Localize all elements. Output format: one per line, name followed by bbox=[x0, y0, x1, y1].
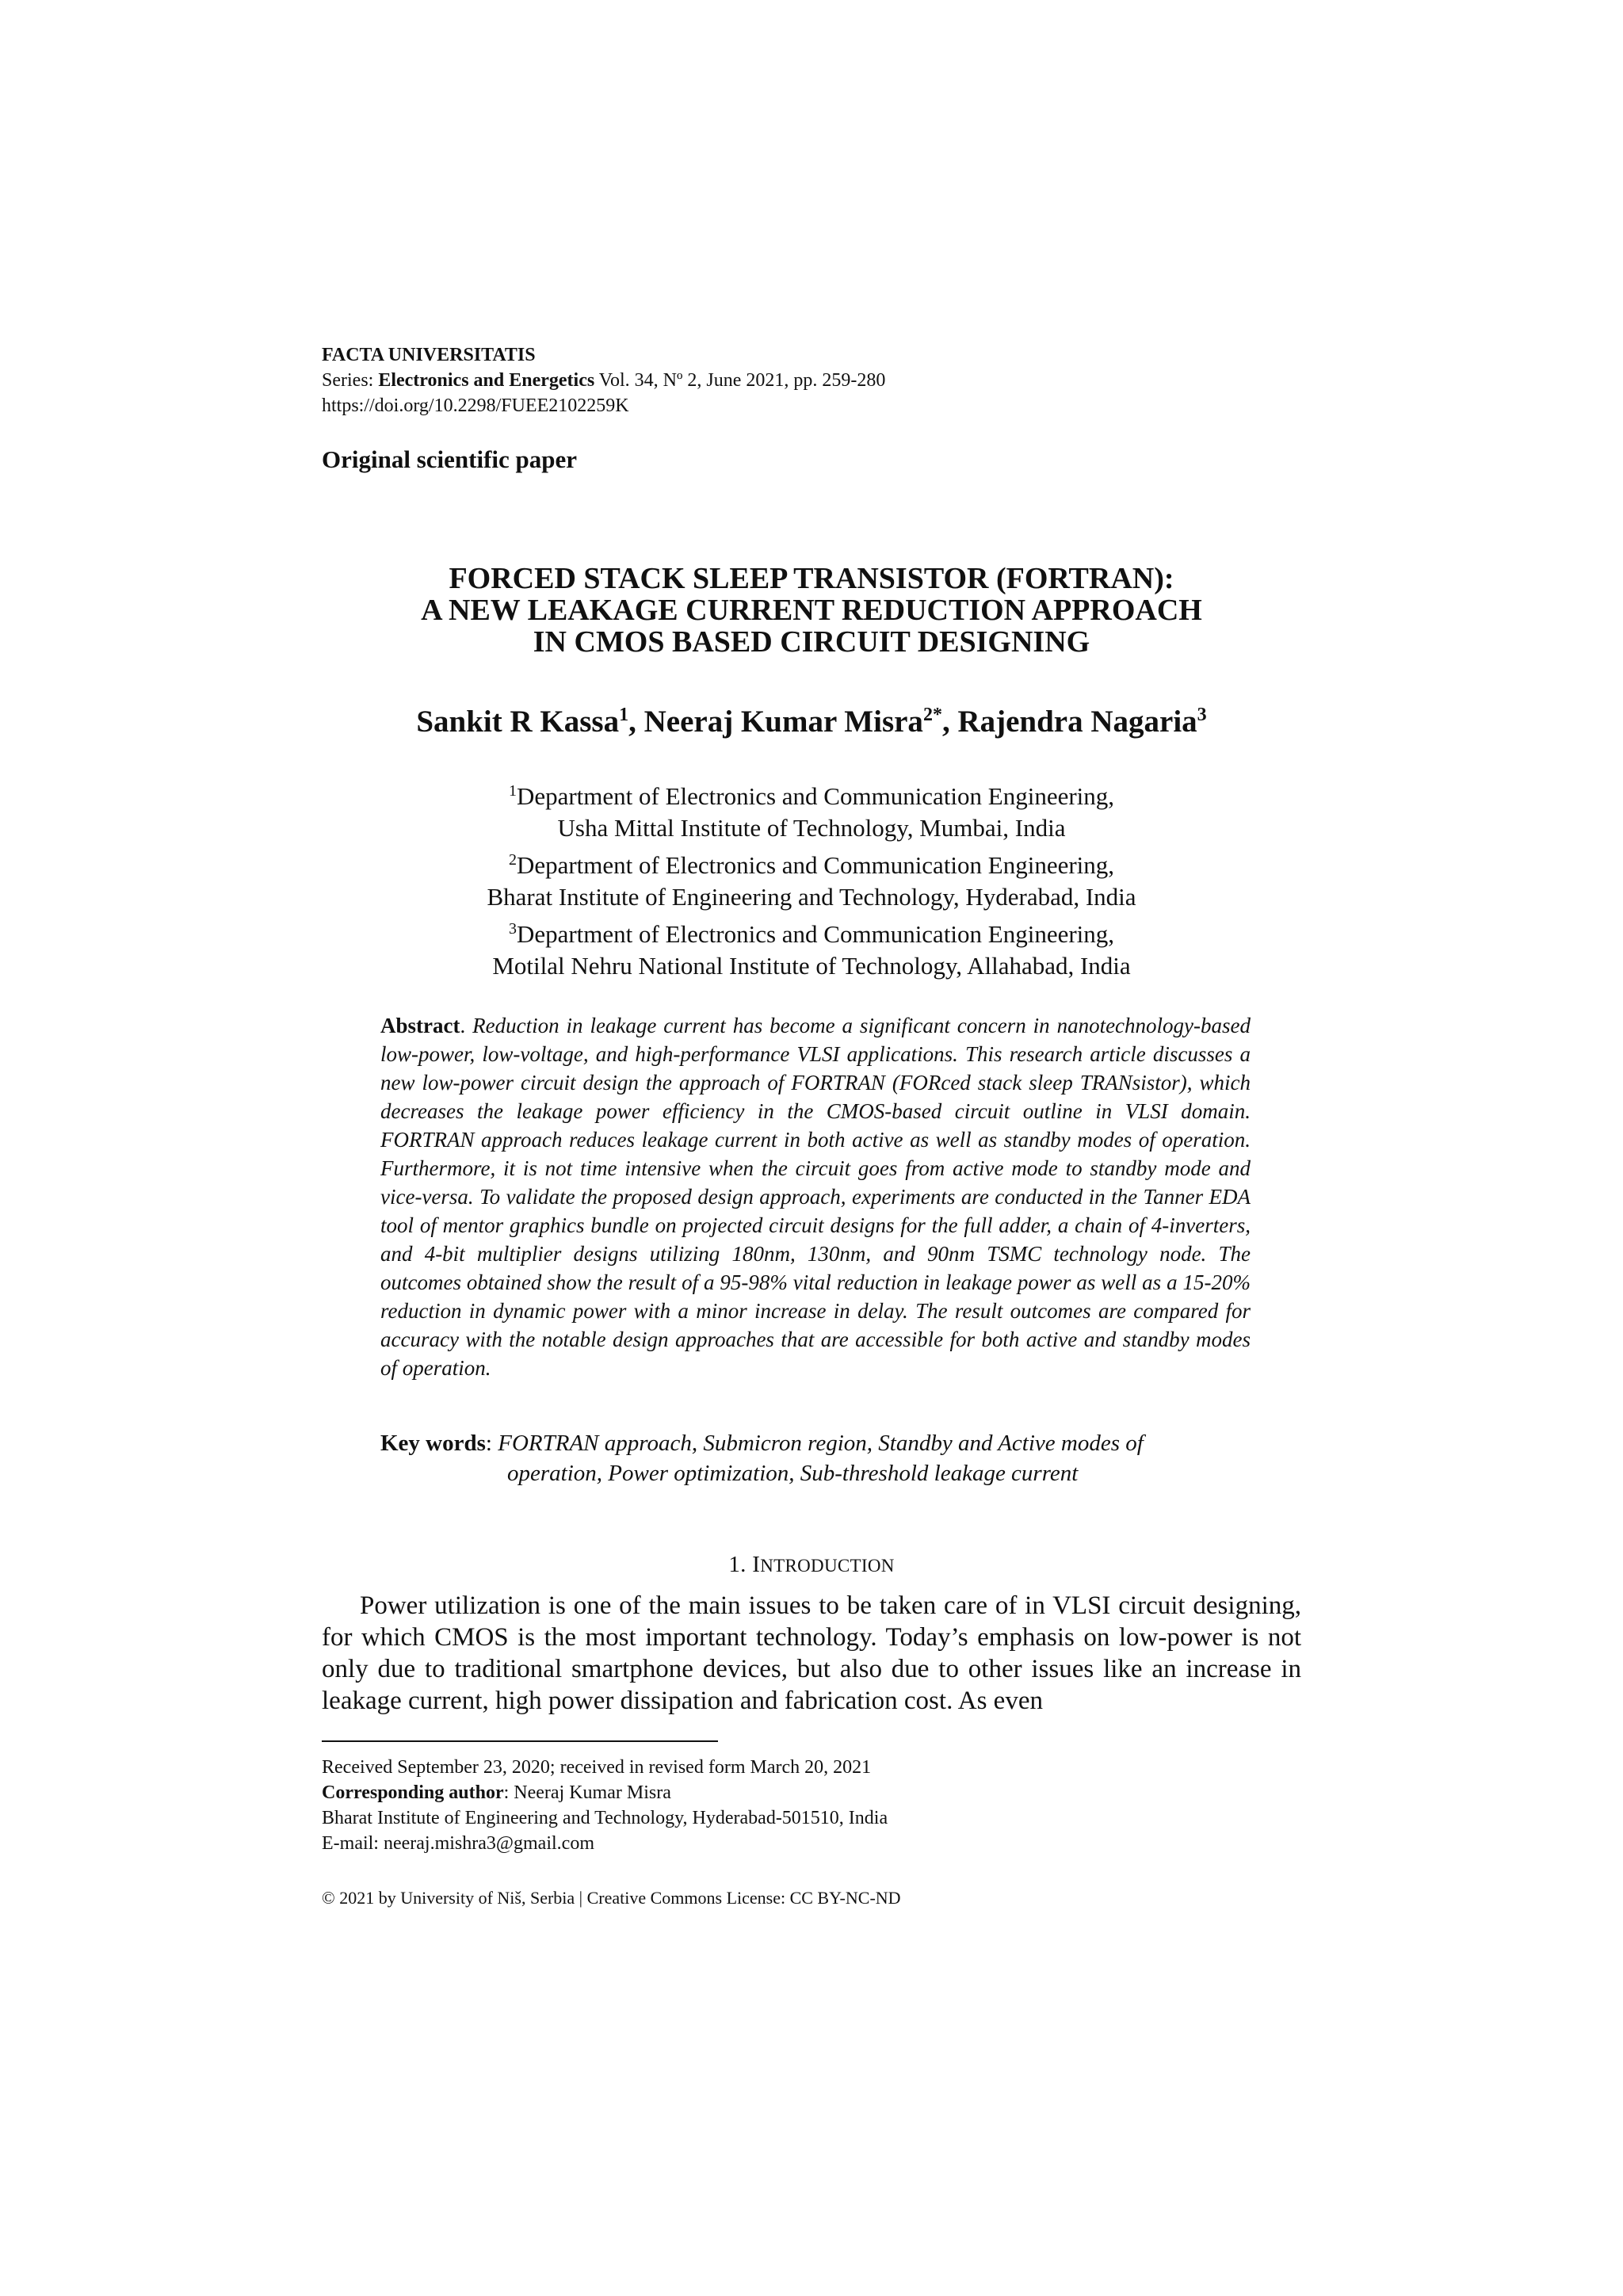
journal-name: FACTA UNIVERSITATIS bbox=[322, 345, 536, 365]
section-heading-introduction bbox=[0, 1552, 1623, 1578]
affil-text: Department of Electronics and Communication Engineering, bbox=[516, 920, 1115, 948]
affiliation-3-dept bbox=[0, 913, 1623, 950]
corresponding-author bbox=[322, 1780, 888, 1805]
section-number: 1. bbox=[728, 1552, 753, 1577]
copyright-notice: © 2021 by University of Niš, Serbia | Creative Commons License: CC BY-NC-ND bbox=[322, 1888, 901, 1908]
series-suffix: Vol. 34, Nº 2, June 2021, pp. 259-280 bbox=[594, 370, 886, 391]
author-2: Neeraj Kumar Misra bbox=[643, 705, 923, 739]
author-sep: , bbox=[941, 705, 958, 739]
affil-text: Department of Electronics and Communication Engineering, bbox=[516, 782, 1115, 810]
title-line-1: FORCED STACK SLEEP TRANSISTOR (FORTRAN): bbox=[449, 562, 1174, 595]
doi-link[interactable]: https://doi.org/10.2298/FUEE2102259K bbox=[322, 395, 629, 416]
corresponding-email[interactable]: E-mail: neeraj.mishra3@gmail.com bbox=[322, 1833, 594, 1854]
author-list bbox=[0, 704, 1623, 739]
author-1-affil: 1 bbox=[619, 705, 629, 725]
abstract-text: Reduction in leakage current has become a significant concern in nanotechnology-based low-power, low-voltage, and high-performance VLSI applications. This research article discusses a new low-power circuit design the approach of FORTRAN (FORced stack sleep TRANsistor), which decreases the leakage power efficiency in the CMOS-based circuit outline in VLSI domain. FORTRAN approach reduces leakage current in both active as well as standby modes of operation. Furthermore, it is not time intensive when the circuit goes from active mode to standby mode and vice-versa. To validate the proposed design approach, experiments are conducted in the Tanner EDA tool of mentor graphics bundle on projected circuit designs for the full adder, a chain of 4-inverters, and 4-bit multiplier designs utilizing 180nm, 130nm, and 90nm TSMC technology node. The outcomes obtained show the result of a 95-98% vital reduction in leakage power as well as a 15-20% reduction in dynamic power with a minor increase in delay. The result outcomes are compared for accuracy with the notable design approaches that are accessible for both active and standby modes of operation. bbox=[380, 1014, 1251, 1380]
corresponding-name: Neeraj Kumar Misra bbox=[514, 1782, 671, 1803]
section-initial: I bbox=[752, 1552, 761, 1577]
keywords-label: Key words bbox=[380, 1431, 486, 1456]
affiliations bbox=[0, 775, 1623, 982]
keywords bbox=[380, 1428, 1252, 1488]
affiliation-1-dept bbox=[0, 775, 1623, 812]
author-3: Rajendra Nagaria bbox=[957, 705, 1197, 739]
keywords-text-2: operation, Power optimization, Sub-threshold leakage current bbox=[507, 1461, 1079, 1486]
title-line-2: A NEW LEAKAGE CURRENT REDUCTION APPROACH bbox=[421, 594, 1202, 627]
corresponding-label: Corresponding author bbox=[322, 1782, 504, 1803]
abstract bbox=[380, 1011, 1251, 1382]
author-2-affil: 2* bbox=[922, 705, 942, 725]
keywords-line-1 bbox=[380, 1428, 1252, 1458]
series-name: Electronics and Energetics bbox=[378, 370, 595, 391]
affiliation-2-dept bbox=[0, 844, 1623, 881]
footnote bbox=[322, 1755, 888, 1856]
footnote-divider bbox=[322, 1740, 718, 1742]
corresponding-address: Bharat Institute of Engineering and Technology, Hyderabad-501510, India bbox=[322, 1808, 888, 1828]
paper-type: Original scientific paper bbox=[322, 445, 578, 473]
affil-marker: 3 bbox=[508, 920, 517, 938]
intro-paragraph: Power utilization is one of the main issues to be taken care of in VLSI circuit designing, for which CMOS is the most important technology. Today’s emphasis on low-power is not only due to traditional smartphone devices, but also due to other issues like an increase in leakage current, high power dissipation and fabrication cost. As even bbox=[322, 1591, 1301, 1715]
affiliation-3-inst: Motilal Nehru National Institute of Technology, Allahabad, India bbox=[492, 952, 1131, 980]
corresponding-sep: : bbox=[503, 1782, 514, 1803]
author-3-affil: 3 bbox=[1197, 705, 1207, 725]
paper-title bbox=[0, 563, 1623, 658]
affil-marker: 1 bbox=[508, 782, 517, 800]
author-sep: , bbox=[628, 705, 644, 739]
section-title-rest: NTRODUCTION bbox=[760, 1556, 895, 1576]
series-prefix: Series: bbox=[322, 370, 379, 391]
affil-text: Department of Electronics and Communication Engineering, bbox=[516, 851, 1115, 879]
abstract-label: Abstract bbox=[380, 1014, 460, 1037]
affil-marker: 2 bbox=[508, 851, 517, 869]
journal-series bbox=[322, 368, 885, 393]
keywords-colon: : bbox=[485, 1431, 498, 1456]
journal-header bbox=[322, 342, 885, 418]
title-line-3: IN CMOS BASED CIRCUIT DESIGNING bbox=[533, 625, 1090, 659]
keywords-text-1: FORTRAN approach, Submicron region, Standby and Active modes of bbox=[498, 1431, 1144, 1456]
abstract-dot: . bbox=[460, 1014, 473, 1037]
affiliation-1-inst: Usha Mittal Institute of Technology, Mumbai, India bbox=[557, 814, 1066, 842]
received-dates: Received September 23, 2020; received in revised form March 20, 2021 bbox=[322, 1757, 872, 1778]
affiliation-2-inst: Bharat Institute of Engineering and Technology, Hyderabad, India bbox=[487, 883, 1136, 911]
author-1: Sankit R Kassa bbox=[416, 705, 620, 739]
